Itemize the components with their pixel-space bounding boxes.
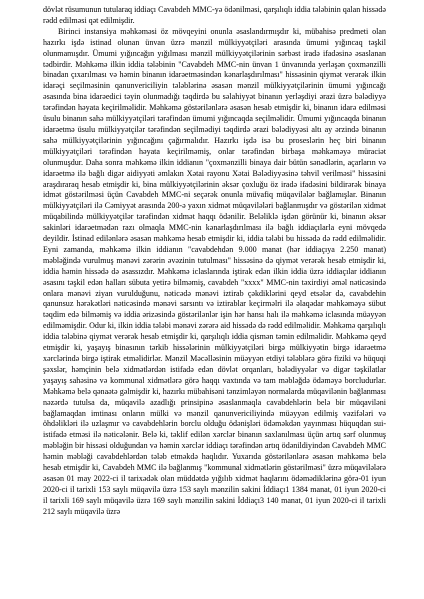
document-paragraph-opening: dövlət rüsumunun tutularaq iddiaçı Cavabdeh MMC-yə ödənilməsi, qarşılıqlı iddia tələbinin qalan hissədə rədd edilməsi qət edilmişdir. bbox=[43, 5, 386, 25]
document-paragraph-main: Birinci instansiya məhkəməsi öz mövqeyini onunla əsaslandırmışdır ki, mübahisə predmeti olan hazırkı işdə istinad olunan ünvan üzrə mənzil mülkiyyətçiləri arasında ümumi yığıncaq təşkil olunmamışdır. Ümumi yığıncağın yığılması mənzil mülkiyyətçilərinin sərbəst iradə ifadəsinə əsaslanan tədbirdir. Məhkəmə ilkin iddia tələbinin "Cavabdeh MMC-nin ünvan 1 ünvanında yerləşən çoxmənzilli binadan çıxarılması və həmin binanın idarəetməsindən kənarlaşdırılması" hissəsinin qiymət verərək ilkin idarəçi seçilməsinin qanunvericiliyin tələblərinə əsasən mənzil mülkiyyətçilərinin ümumi yığıncağı əsasında bina idarəedici təyin olunmadığı təqdirdə bu səlahiyyət binanın yerləşdiyi ərazi üzrə bələdiyyə tərəfindən həyata keçirilməlidir. Məhkəmə göstərilənlərə əsasən hesab etmişdir ki, binanın idarə edilməsi üsulu binanın sahə mülkiyyətçiləri tərəfindən ümumi yığıncaqda seçilməlidir. Ümumi yığıncaqda binanın idarəetmə üsulu mülkiyyətçilər tərəfindən seçilmədiyi təqdirdə ərazi bələdiyyəsi altı ay ərzində binanın sahə mülkiyyətçilərinin yığıncağını çağırmalıdır. Hazırkı işdə isə bu proseslərin heç biri binanın mülkiyyətçiləri tərəfindən həyata keçirilməmiş, onlar tərəfindən birbaşa məhkəməyə müraciət olunmuşdur. Daha sonra məhkəmə ilkin iddianın "çoxmənzilli binaya dair bütün sənədlərin, açarların və idarəetmə ilə bağlı digər aidiyyəti əmlakın Xətai rayonu Xətai Bələdiyyəsinə təhvil verilməsi" hissəsini araşdıraraq hesab etmişdir ki, bina mülkiyyətçilərinin əksər çoxluğu öz iradə ifadəsini bildirərək binaya idmət göstərilməsi üçün Cavabdeh MMC-ni seçərək onunla müvafiq müqavilələr bağlamışlar. Binanın mülkiyyətçiləri ilə Cəmiyyət arasında 200-ə yaxın xidmət müqavilələri bağlanmışdır və göstərilən xidmət müqabilində mülkiyyətçilər tərəfindən xidmət haqqı ödənilir. Beləliklə işdən görünür ki, binanın əksər sakinləri idarəetmədən razı olmaqla MMC-nin kənarlaşdırılması ilə bağlı iddiaçılarla eyni mövqedə deyildir. İstinad edilənlərə əsasən məhkəmə hesab etmişdir ki, iddia tələbi bu hissədə də rədd edilməlidir. Eyni zamanda, məhkəmə ilkin iddianın "cavabdehdən 9.000 manat (hər iddiaçıya 2.250 manat) məbləğində vurulmuş mənəvi zərərin əvəzinin tutulması" hissəsinə də qiymət verərək hesab etmişdir ki, iddia həmin hissədə də əsassızdır. Məhkəmə iclaslarında iştirak edən ilkin iddia üzrə iddiaçılar iddianın əsasını təşkil edən halları sübuta yetirə bilməmiş, cavabdeh "xxxx" MMC-nin təxirdiyi əməl nəticəsində onlara mənəvi ziyan vurulduğunu, nəticədə mənəvi iztirab çəkdiklərini qeyd etsələr də, cavabdehin qanunsuz hərəkətləri nəticəsində mənəvi sarsıntı və iztirablar keçirməlri ilə əlaqədar məhkəməyə sübut təqdim edə bilməmiş və iddia ərizəsində göstərilənlər işin hər hansı halı ilə məhkəmə iclasında müəyyən edilməmişdir. Odur ki, ilkin iddia tələbi mənəvi zərərə aid hissədə də rədd edilməlidir. Məhkəmə qarşılıqlı iddia tələbinə qiymət verərək hesab etmişdir ki, qarşılıqlı iddia qismən təmin edilməlidir. Məhkəmə qeyd etmişdir ki, yaşayış binasının tərkib hissələrinin mülkiyyətçiləri birgə mülkiyyətin birgə idarəetmə xərclərində birgə iştirak etməlidirlər. Mənzil Məcəlləsinin müəyyən etdiyi tələblərə görə fiziki və hüquqi şəxslər, həmçinin belə xidmətlərdən istifadə edən dövlət orqanları, bələdiyyələr və digər təşkilatlar yaşayış sahəsinə və kommunal xidmətlərə görə haqqı vaxtında və tam məbləğdə ödəməyə borcludurlar. Məhkəmə belə qənaətə gəlmişdir ki, hazırkı mübahisəni tənzimləyən normalarda müqavilənin bağlanması nəzərdə tutulsa da, müqavilə azadlığı prinsipinə əsaslanmaqla cavabdehlərin belə bir müqaviləni bağlamaqdan imtinası onların mülki və mənzil qanunvericiliyində müəyyən edilmiş vəzifələri və öhdəlikləri ilə uzlaşmır və cavabdehlərin borclu olduğu ödənişləri ödəməkdən yayınması hüquqdan sui-istifadə etməsi ilə nəticələnir. Belə ki, təklif edilən xərclər binanın saxlanılması üçün artıq sərf olunmuş məbləğin bir hissəsi olduğundan və həmin xərclər iddiaçı tərəfindən artıq ödənildiyindən Cavabdeh MMC həmin məbləği cavabdehlərdən tələb etməkdə haqlıdır. Yuxarıda göstərilənlərə əsasən məhkəmə belə hesab etmişdir ki, Cavabdeh MMC ilə bağlanmış "kommunal xidmətlərin göstərilməsi" üzrə müqavilələrə əsasən 01 may 2022-ci il tarixədək olan müddətdə yığılıb xidmət haqlarını ödəmədiklərinə görə-01 iyun 2020-ci il tarixli 153 saylı müqavilə üzrə 153 saylı mənzilin sakini İddiaçı1 1384 manat, 01 iyun 2020-ci il tarixli 169 saylı müqavilə üzrə 169 saylı mənzilin sakini İddiaçı3 140 manat, 01 iyun 2020-ci il tarixli 212 saylı müqavilə üzrə bbox=[43, 26, 386, 516]
